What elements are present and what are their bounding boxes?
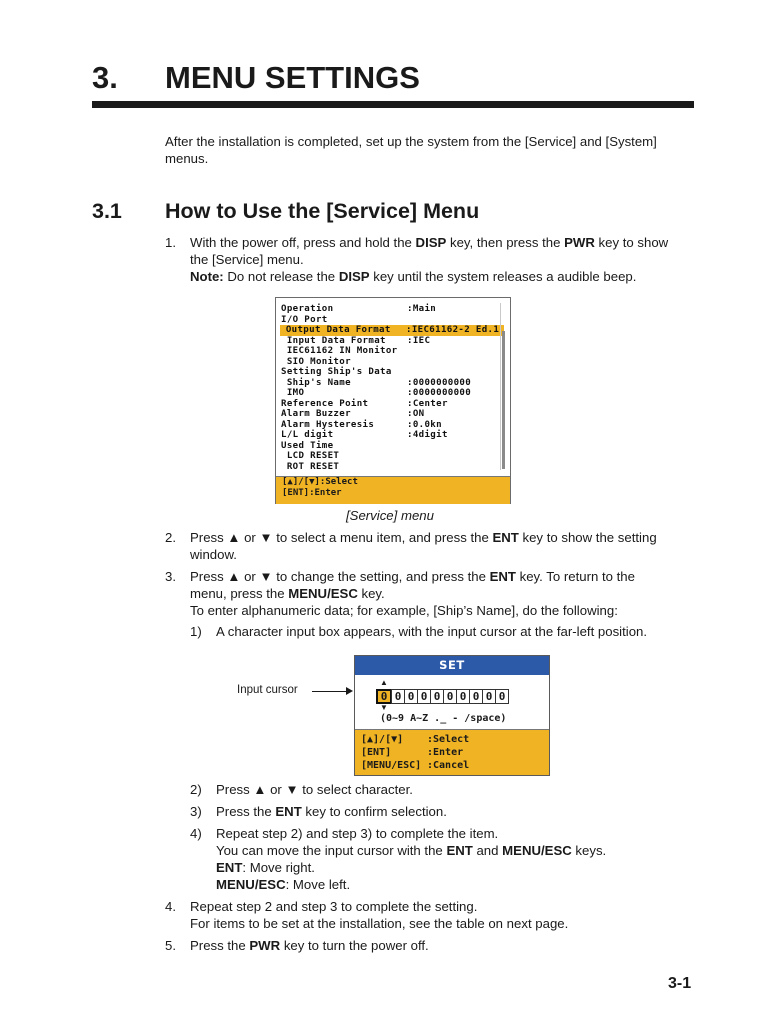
step-3-text-f: key.: [357, 586, 385, 601]
service-menu-item-selected[interactable]: [280, 325, 504, 336]
service-menu-item[interactable]: [281, 451, 504, 462]
service-menu-item[interactable]: [281, 388, 504, 399]
service-menu-item-label: Alarm Hysteresis: [281, 419, 375, 430]
ent-key-label: ENT: [446, 843, 473, 858]
service-menu-footer: [276, 476, 510, 504]
service-menu-item[interactable]: [281, 346, 504, 357]
step-2-text-c: to select a menu item, and press the: [272, 530, 493, 545]
step-2-text-a: Press: [190, 530, 228, 545]
substep-4-text-a: You can move the input cursor with the: [216, 843, 447, 858]
substep-4-line-3: [216, 859, 716, 876]
service-menu-item-value: :Main: [407, 304, 437, 314]
substep-3-text-b: key to confirm selection.: [301, 804, 447, 819]
service-menu-item[interactable]: [281, 378, 504, 389]
input-cursor-cell[interactable]: 0: [376, 689, 392, 704]
service-menu-item[interactable]: [281, 430, 504, 441]
substep-4-line-1: Repeat step 2) and step 3) to complete the item.: [216, 826, 499, 841]
substep-4-number: 4): [190, 826, 202, 841]
chapter-number: 3.: [92, 60, 118, 95]
set-dialog-key-action: :Enter: [427, 747, 464, 758]
step-3-text-d: key. To return to the: [515, 569, 635, 584]
set-dialog-key-row: [355, 759, 549, 772]
step-2-line-1: [190, 529, 710, 546]
service-menu-item[interactable]: [281, 367, 504, 378]
step-1-number: 1.: [165, 235, 176, 250]
ent-key-label: ENT: [492, 530, 519, 545]
service-menu-item-value: :IEC61162-2 Ed.1: [406, 325, 500, 335]
set-dialog-key: [▲]/[▼]: [361, 734, 404, 745]
service-menu-item-value: :0.0kn: [407, 419, 442, 430]
substep-4-text-c: keys.: [571, 843, 607, 858]
step-2-text-b: or: [240, 530, 260, 545]
service-menu-item-value: :ON: [407, 409, 425, 419]
service-menu-item[interactable]: [281, 420, 504, 431]
service-menu-item-label: SIO Monitor: [281, 356, 351, 367]
substep-3-number: 3): [190, 804, 202, 819]
set-dialog-key: [ENT]: [361, 747, 392, 758]
service-menu-caption: [Service] menu: [346, 508, 434, 523]
set-dialog-key-action: :Cancel: [427, 760, 470, 771]
character-cell[interactable]: 0: [404, 689, 418, 704]
service-menu-item[interactable]: [281, 409, 504, 420]
service-menu-item-label: Reference Point: [281, 398, 369, 409]
service-menu-footer-enter: [ENT]:Enter: [282, 487, 342, 498]
note-label: Note:: [190, 269, 224, 284]
disp-key-label: DISP: [415, 235, 447, 250]
character-cell[interactable]: 0: [430, 689, 444, 704]
down-arrow-icon: ▼: [259, 569, 273, 584]
service-menu-item[interactable]: [281, 462, 504, 473]
service-menu-item-label: Operation: [281, 304, 334, 314]
step-3-line-1: [190, 568, 710, 585]
step-2-text-d: key to show the setting: [518, 530, 657, 545]
step-2-text: [190, 529, 710, 563]
character-cell[interactable]: 0: [495, 689, 509, 704]
substep-2-text-b: or: [266, 782, 286, 797]
menu-esc-key-label: MENU/ESC: [216, 877, 286, 892]
set-dialog-key: [MENU/ESC]: [361, 760, 422, 771]
callout-line: [312, 691, 350, 692]
service-menu-item-label: Input Data Format: [281, 335, 386, 346]
substep-4-line-2: [216, 842, 716, 859]
section-title: How to Use the [Service] Menu: [165, 199, 480, 223]
step-4-line-2: For items to be set at the installation, see the table on next page.: [190, 916, 569, 931]
set-dialog-key-action: :Select: [427, 734, 470, 745]
chapter-rule: [92, 101, 694, 108]
character-cell[interactable]: 0: [443, 689, 457, 704]
step-2-number: 2.: [165, 530, 176, 545]
up-arrow-icon: ▲: [253, 782, 267, 797]
substep-4-line-4: [216, 876, 716, 893]
step-1-line-2: the [Service] menu.: [190, 252, 304, 267]
ent-key-label: ENT: [216, 860, 243, 875]
service-menu-item-label: Alarm Buzzer: [281, 409, 351, 419]
set-dialog-key-row: [355, 733, 549, 746]
service-menu-item-label: LCD RESET: [281, 451, 340, 461]
set-dialog-footer: [355, 729, 549, 775]
character-cell[interactable]: 0: [482, 689, 496, 704]
substep-2-text-c: to select character.: [298, 782, 413, 797]
down-arrow-icon: ▼: [259, 530, 273, 545]
step-1-text-a: With the power off, press and hold the: [190, 235, 416, 250]
move-right-text: : Move right.: [242, 860, 315, 875]
step-5-text: [190, 937, 429, 954]
up-arrow-icon: ▲: [227, 569, 241, 584]
service-menu-item-value: :4digit: [407, 430, 448, 440]
page-number: 3-1: [668, 975, 692, 992]
callout-arrowhead-icon: [346, 687, 353, 695]
step-5-number: 5.: [165, 938, 176, 953]
service-menu-item-label: I/O Port: [281, 314, 328, 325]
step-4-number: 4.: [165, 899, 176, 914]
service-menu-item-label: IEC61162 IN Monitor: [281, 346, 398, 356]
character-input-box: [376, 689, 508, 704]
step-3-text: [190, 568, 710, 619]
down-arrow-icon: ▼: [285, 782, 299, 797]
step-3-text-a: Press: [190, 569, 228, 584]
step-5-text-a: Press the: [190, 938, 250, 953]
step-1-line-1: [190, 234, 710, 251]
service-menu-item-value: :Center: [407, 398, 448, 409]
pwr-key-label: PWR: [249, 938, 281, 953]
set-dialog-title: SET: [355, 656, 549, 675]
step-1-note: [190, 268, 710, 285]
step-3-number: 3.: [165, 569, 176, 584]
substep-2-number: 2): [190, 782, 202, 797]
set-dialog-key-row: [355, 746, 549, 759]
service-menu-item-label: Used Time: [281, 440, 334, 451]
step-4-line-1: Repeat step 2 and step 3 to complete the setting.: [190, 899, 478, 914]
allowed-characters: (0~9 A~Z ._ - /space): [380, 713, 507, 724]
step-1-text-c: key to show: [594, 235, 669, 250]
service-menu-item-label: IMO: [281, 388, 305, 398]
character-cell[interactable]: 0: [417, 689, 431, 704]
substep-4-text-b: and: [472, 843, 503, 858]
chapter-title: MENU SETTINGS: [165, 60, 420, 95]
pwr-key-label: PWR: [564, 235, 595, 250]
substep-2-text: [216, 781, 413, 798]
service-menu-item[interactable]: [281, 336, 504, 347]
menu-esc-key-label: MENU/ESC: [288, 586, 358, 601]
cursor-up-arrow-icon: ▲: [380, 678, 388, 687]
step-3-line-3: To enter alphanumeric data; for example, [Ship’s Name], do the following:: [190, 603, 618, 618]
step-2-line-2: window.: [190, 547, 237, 562]
service-menu-item-value: :0000000000: [407, 388, 472, 398]
character-cell[interactable]: 0: [456, 689, 470, 704]
service-menu-scrollbar: [502, 331, 505, 469]
move-left-text: : Move left.: [285, 877, 351, 892]
substep-2-text-a: Press: [216, 782, 254, 797]
character-cell[interactable]: 0: [469, 689, 483, 704]
step-1-text: [190, 234, 710, 285]
note-disp-key: DISP: [338, 269, 370, 284]
step-3-line-2: [190, 585, 710, 602]
service-menu-item[interactable]: [281, 441, 504, 452]
section-number: 3.1: [92, 199, 122, 223]
service-menu-item-value: :0000000000: [407, 377, 472, 388]
ent-key-label: ENT: [489, 569, 516, 584]
step-3-text-e: menu, press the: [190, 586, 289, 601]
step-1-text-b: key, then press the: [446, 235, 565, 250]
up-arrow-icon: ▲: [227, 530, 241, 545]
menu-esc-key-label: MENU/ESC: [502, 843, 572, 858]
service-menu-item[interactable]: [281, 399, 504, 410]
intro-paragraph: After the installation is completed, set up the system from the [Service] and [System] menus.: [165, 134, 657, 166]
note-text-a: Do not release the: [223, 269, 339, 284]
service-menu-item[interactable]: [281, 304, 504, 315]
service-menu-item-label: Setting Ship's Data: [281, 367, 392, 377]
service-menu-item[interactable]: [281, 315, 504, 326]
substep-1-text: A character input box appears, with the input cursor at the far-left position.: [216, 624, 648, 639]
set-dialog: [354, 655, 550, 776]
service-menu-screen: [275, 297, 511, 504]
service-menu-item-label: Ship's Name: [281, 377, 351, 388]
service-menu-item-label: Output Data Format: [280, 325, 391, 335]
substep-3-text-a: Press the: [216, 804, 276, 819]
character-cell[interactable]: 0: [391, 689, 405, 704]
note-text-b: key until the system releases a audible beep.: [369, 269, 637, 284]
step-4-text: [190, 898, 710, 932]
service-menu-item-value: :IEC: [407, 335, 431, 346]
input-cursor-label: Input cursor: [237, 684, 298, 696]
substep-1-number: 1): [190, 624, 202, 639]
step-3-text-c: to change the setting, and press the: [272, 569, 490, 584]
ent-key-label: ENT: [275, 804, 302, 819]
service-menu-item[interactable]: [281, 357, 504, 368]
cursor-down-arrow-icon: ▼: [380, 703, 388, 712]
substep-3-text: [216, 803, 447, 820]
service-menu-footer-select: [▲]/[▼]:Select: [282, 477, 358, 487]
service-menu-item-label: ROT RESET: [281, 461, 340, 472]
service-menu-item-label: L/L digit: [281, 430, 334, 440]
substep-4-text: [216, 825, 716, 893]
step-3-text-b: or: [240, 569, 260, 584]
step-5-text-b: key to turn the power off.: [280, 938, 429, 953]
service-menu-list: [281, 304, 504, 472]
